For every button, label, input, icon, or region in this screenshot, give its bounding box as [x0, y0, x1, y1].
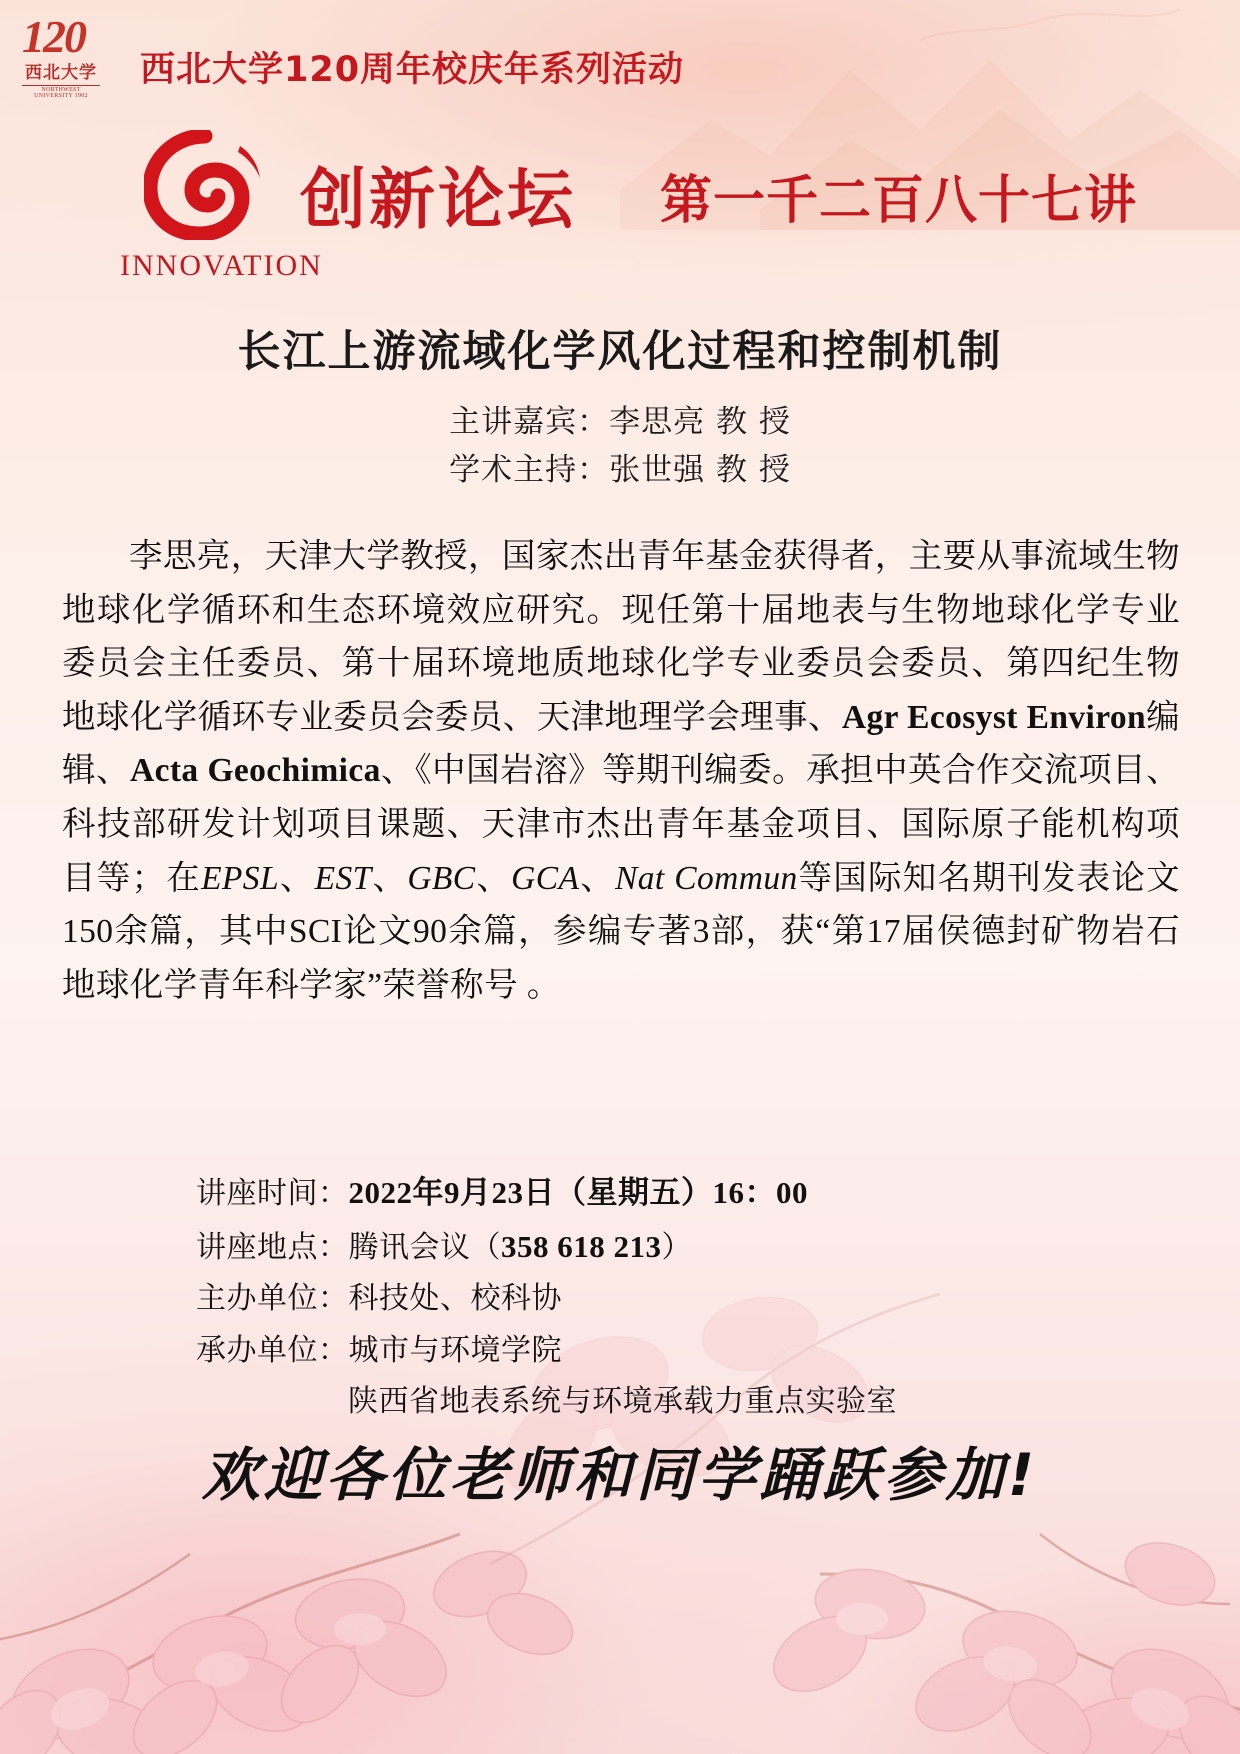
bio-sep-3: 、: [475, 859, 512, 897]
forum-header-row: [120, 128, 1138, 288]
bio-journal-5: GBC: [407, 859, 476, 897]
forum-title: 创新论坛: [300, 161, 576, 238]
speaker-biography: [62, 530, 1180, 1012]
detail-undertaker-label: 承办单位：: [196, 1332, 349, 1368]
detail-time: [196, 1166, 897, 1220]
detail-organizer: [196, 1273, 897, 1325]
innovation-swirl-icon: [144, 130, 266, 240]
detail-place-label: 讲座地点：: [196, 1229, 349, 1265]
anniversary-number: 120: [22, 11, 85, 62]
university-seal-en: NORTHWEST UNIVERSITY 1902: [22, 85, 100, 99]
bio-sep-2: 、: [371, 859, 408, 897]
anniversary-title: 西北大学120周年校庆年系列活动: [140, 50, 685, 90]
bio-sep-1: 、: [278, 859, 315, 897]
meeting-id: 358 618 213: [501, 1228, 662, 1264]
detail-time-value: 2022年9月23日（星期五）16：00: [348, 1175, 808, 1210]
university-seal: [22, 64, 100, 99]
detail-organizer-value: 科技处、校科协: [348, 1281, 562, 1317]
detail-time-label: 讲座时间：: [196, 1176, 349, 1211]
bio-part-3: 、《中国岩溶》等期刊编委。承担中英合作交流项目、科技部研发计划项目课题、天津市杰出青年基金项目、国际原子能机构项目等；在: [62, 752, 1180, 897]
bio-sep-4: 、: [579, 859, 615, 897]
bio-journal-3: EPSL: [201, 859, 279, 897]
detail-undertaker-2: 陕西省地表系统与环境承载力重点实验室: [348, 1384, 897, 1420]
bio-journal-7: Nat Commun: [615, 859, 798, 897]
innovation-word: INNOVATION: [120, 249, 323, 282]
bio-journal-2: Acta Geochimica: [130, 752, 381, 790]
speaker-line: 主讲嘉宾：李思亮 教 授: [449, 404, 791, 440]
talk-title: 长江上游流域化学风化过程和控制机制: [237, 327, 1003, 377]
bio-part-4: 等国际知名期刊发表论文150余篇，其中SCI论文90余篇，参编专著3部，获“第17届侯德封矿物岩石地球化学青年科学家”荣誉称号 。: [62, 859, 1181, 1004]
detail-undertaker-value: 城市与环境学院: [348, 1332, 562, 1368]
bio-journal-4: EST: [314, 859, 372, 897]
host-line: 学术主持：张世强 教 授: [449, 452, 791, 489]
detail-place-suffix: ）: [661, 1229, 692, 1265]
innovation-logo: [120, 130, 323, 283]
forum-session-number: 第一千二百八十七讲: [660, 171, 1138, 231]
event-details: [196, 1166, 897, 1428]
detail-undertaker: [196, 1325, 897, 1377]
speaker-info: [0, 398, 1240, 494]
welcome-message: 欢迎各位老师和同学踊跃参加!: [201, 1441, 1039, 1509]
bio-part-1: 李思亮，天津大学教授，国家杰出青年基金获得者，主要从事流域生物地球化学循环和生态环境效应研究。现任第十届地表与生物地球化学专业委员会主任委员、第十届环境地质地球化学专业委员会委员、第四纪生物地球化学循环专业委员会委员、天津地理学会理事、: [62, 538, 1180, 736]
university-seal-cn: 西北大学: [25, 63, 97, 82]
bio-part-2: 编辑、: [62, 698, 1181, 790]
bio-journal-6: GCA: [511, 859, 580, 897]
bio-journal-1: Agr Ecosyst Environ: [841, 698, 1147, 736]
detail-organizer-label: 主办单位：: [196, 1281, 349, 1317]
detail-place: [196, 1220, 897, 1274]
detail-place-prefix: 腾讯会议（: [348, 1229, 501, 1265]
anniversary-logo: [22, 11, 130, 124]
